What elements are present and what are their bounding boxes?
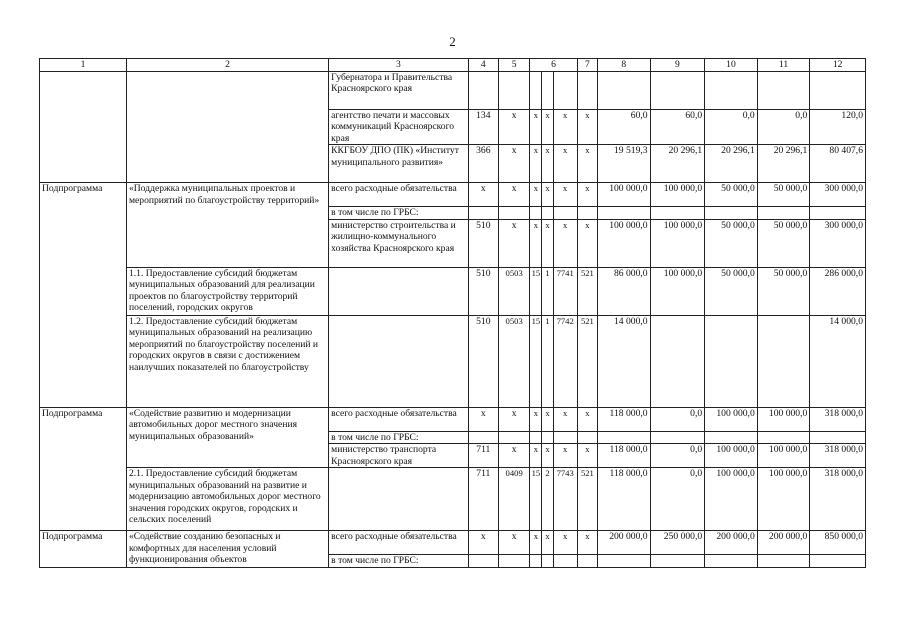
cell-col3: всего расходные обязательства (329, 531, 469, 555)
cell-col6b: 1 (542, 315, 553, 407)
cell-col7: 521 (577, 468, 597, 531)
cell-col5: 0409 (498, 468, 529, 531)
cell-col10: 50 000,0 (705, 267, 758, 315)
measure-title: 1.2. Предоставление субсидий бюджетам муниципальных образований на реализацию мероприятий по благоустройству поселений и городских округов в связи с достижением наилучших показателей по благоустройству (126, 315, 328, 407)
cell-col5: x (498, 109, 529, 145)
cell-col10: 100 000,0 (705, 407, 758, 431)
table-row (40, 267, 866, 315)
cell-col12: 120,0 (810, 109, 866, 145)
cell-col5: x (498, 145, 529, 183)
cell-col11: 100 000,0 (757, 468, 810, 531)
cell-col6b: 2 (542, 468, 553, 531)
cell-col4: 711 (468, 444, 498, 468)
cell-col7: x (577, 444, 597, 468)
cell-col11: 100 000,0 (757, 444, 810, 468)
cell-col9: 100 000,0 (650, 267, 705, 315)
cell-col12: 300 000,0 (810, 183, 866, 207)
cell-col9 (650, 315, 705, 407)
cell-col8: 19 519,3 (598, 145, 651, 183)
cell-col12: 80 407,6 (810, 145, 866, 183)
cell-col12: 14 000,0 (810, 315, 866, 407)
cell-col8: 60,0 (598, 109, 651, 145)
cell-col12: 286 000,0 (810, 267, 866, 315)
subprogram-label: Подпрограмма (40, 183, 127, 408)
cell-col3: министерство транспорта Красноярского края (329, 444, 469, 468)
cell-col6b: 1 (542, 267, 553, 315)
cell-col8: 14 000,0 (598, 315, 651, 407)
cell-col4: 510 (468, 315, 498, 407)
cell-col8: 118 000,0 (598, 444, 651, 468)
cell-col9: 0,0 (650, 407, 705, 431)
cell-col7: 521 (577, 267, 597, 315)
cell-col3: в том числе по ГРБС: (329, 207, 469, 220)
cell-col9: 250 000,0 (650, 531, 705, 555)
cell-col9: 100 000,0 (650, 183, 705, 207)
cell-col9: 60,0 (650, 109, 705, 145)
cell-col7: x (577, 109, 597, 145)
header-col-6: 6 (530, 59, 577, 72)
cell-col6c: x (553, 145, 577, 183)
cell-col6c: 7743 (553, 468, 577, 531)
cell-col6c: x (553, 444, 577, 468)
cell-col6a: x (530, 444, 542, 468)
table-row (40, 183, 866, 207)
cell-col4: x (468, 183, 498, 207)
cell-col11: 100 000,0 (757, 407, 810, 431)
cell-col3: всего расходные обязательства (329, 407, 469, 431)
subprogram-label: Подпрограмма (40, 531, 127, 568)
cell-col6a: 15 (530, 468, 542, 531)
cell-col11 (757, 315, 810, 407)
header-col-9: 9 (650, 59, 705, 72)
header-col-7: 7 (577, 59, 597, 72)
cell-col9: 0,0 (650, 444, 705, 468)
budget-table (39, 58, 866, 568)
header-col-11: 11 (757, 59, 810, 72)
cell-col6b: x (542, 145, 553, 183)
table-row (40, 145, 866, 183)
subprogram-label: Подпрограмма (40, 407, 127, 531)
subprogram-title: «Содействие созданию безопасных и комфортных для населения условий функционирования объектов (126, 531, 328, 568)
cell-col3: агентство печати и массовых коммуникаций Красноярского края (329, 109, 469, 145)
cell-col4: x (468, 531, 498, 555)
cell-col7: x (577, 145, 597, 183)
cell-col6a: x (530, 183, 542, 207)
cell-col6c: x (553, 407, 577, 431)
cell-col5: x (498, 219, 529, 267)
measure-title: 1.1. Предоставление субсидий бюджетам муниципальных образований для реализации проектов по благоустройству территорий поселений, городских округов (126, 267, 328, 315)
cell-col4: 510 (468, 219, 498, 267)
cell-col6b: x (542, 531, 553, 555)
cell-col5: x (498, 444, 529, 468)
cell-col6a: x (530, 219, 542, 267)
cell-col10: 50 000,0 (705, 183, 758, 207)
cell-col6c: x (553, 531, 577, 555)
cell-col11: 50 000,0 (757, 267, 810, 315)
table-row (40, 71, 866, 109)
table-row (40, 531, 866, 555)
cell-col8: 86 000,0 (598, 267, 651, 315)
cell-col6a: x (530, 109, 542, 145)
cell-col6c: x (553, 109, 577, 145)
cell-col6a: x (530, 145, 542, 183)
cell-col3: ККГБОУ ДПО (ПК) «Институт муниципального развития» (329, 145, 469, 183)
cell-col6b: x (542, 444, 553, 468)
cell-col7: x (577, 407, 597, 431)
cell-col11: 20 296,1 (757, 145, 810, 183)
cell-col10: 100 000,0 (705, 468, 758, 531)
cell-col6a: x (530, 531, 542, 555)
header-col-5: 5 (498, 59, 529, 72)
subprogram-title: «Содействие развитию и модернизации автомобильных дорог местного значения муниципальных образований» (126, 407, 328, 468)
header-col-4: 4 (468, 59, 498, 72)
cell-col6a: 15 (530, 267, 542, 315)
cell-col4: 711 (468, 468, 498, 531)
cell-col7: x (577, 219, 597, 267)
cell-col4: x (468, 407, 498, 431)
cell-col6b: x (542, 407, 553, 431)
cell-col10: 50 000,0 (705, 219, 758, 267)
cell-col8: 200 000,0 (598, 531, 651, 555)
cell-col6c: 7742 (553, 315, 577, 407)
cell-col3: всего расходные обязательства (329, 183, 469, 207)
cell-col10: 100 000,0 (705, 444, 758, 468)
cell-col6a: x (530, 407, 542, 431)
cell-col7: x (577, 531, 597, 555)
header-col-1: 1 (40, 59, 127, 72)
cell-col12: 318 000,0 (810, 407, 866, 431)
cell-col7: 521 (577, 315, 597, 407)
cell-col5: 0503 (498, 267, 529, 315)
cell-col4: 366 (468, 145, 498, 183)
cell-col10: 200 000,0 (705, 531, 758, 555)
cell-col11: 200 000,0 (757, 531, 810, 555)
cell-col5: x (498, 531, 529, 555)
cell-col12: 318 000,0 (810, 468, 866, 531)
cell-col8: 100 000,0 (598, 183, 651, 207)
cell-col6c: x (553, 183, 577, 207)
cell-col11: 50 000,0 (757, 219, 810, 267)
header-col-8: 8 (598, 59, 651, 72)
cell-col10: 20 296,1 (705, 145, 758, 183)
cell-col5: x (498, 407, 529, 431)
cell-col9: 100 000,0 (650, 219, 705, 267)
cell-col9: 0,0 (650, 468, 705, 531)
table-row (40, 468, 866, 531)
subprogram-title: «Поддержка муниципальных проектов и мероприятий по благоустройству территорий» (126, 183, 328, 268)
cell-col3: министерство строительства и жилищно-коммунального хозяйства Красноярского края (329, 219, 469, 267)
cell-col3: Губернатора и Правительства Красноярского края (329, 71, 469, 109)
measure-title: 2.1. Предоставление субсидий бюджетам муниципальных образований на развитие и модернизацию автомобильных дорог местного значения городских округов, городских и сельских поселений (126, 468, 328, 531)
cell-col12: 318 000,0 (810, 444, 866, 468)
cell-col6b: x (542, 109, 553, 145)
cell-col6a: 15 (530, 315, 542, 407)
cell-col10 (705, 315, 758, 407)
cell-col3: в том числе по ГРБС: (329, 431, 469, 444)
cell-col5: 0503 (498, 315, 529, 407)
cell-col6b: x (542, 183, 553, 207)
header-col-3: 3 (329, 59, 469, 72)
cell-col3: в том числе по ГРБС: (329, 555, 469, 568)
cell-col4: 134 (468, 109, 498, 145)
table-row (40, 407, 866, 431)
table-row (40, 109, 866, 145)
header-row (40, 59, 866, 72)
cell-col8: 100 000,0 (598, 219, 651, 267)
cell-col5: x (498, 183, 529, 207)
cell-col11: 50 000,0 (757, 183, 810, 207)
header-col-10: 10 (705, 59, 758, 72)
header-col-12: 12 (810, 59, 866, 72)
cell-col12: 850 000,0 (810, 531, 866, 555)
cell-col11: 0,0 (757, 109, 810, 145)
cell-col7: x (577, 183, 597, 207)
cell-col8: 118 000,0 (598, 407, 651, 431)
cell-col4: 510 (468, 267, 498, 315)
header-col-2: 2 (126, 59, 328, 72)
page-number: 2 (449, 34, 456, 49)
cell-col12: 300 000,0 (810, 219, 866, 267)
table-row (40, 315, 866, 407)
cell-col8: 118 000,0 (598, 468, 651, 531)
cell-col6c: x (553, 219, 577, 267)
cell-col10: 0,0 (705, 109, 758, 145)
cell-col6c: 7741 (553, 267, 577, 315)
cell-col9: 20 296,1 (650, 145, 705, 183)
cell-col6b: x (542, 219, 553, 267)
